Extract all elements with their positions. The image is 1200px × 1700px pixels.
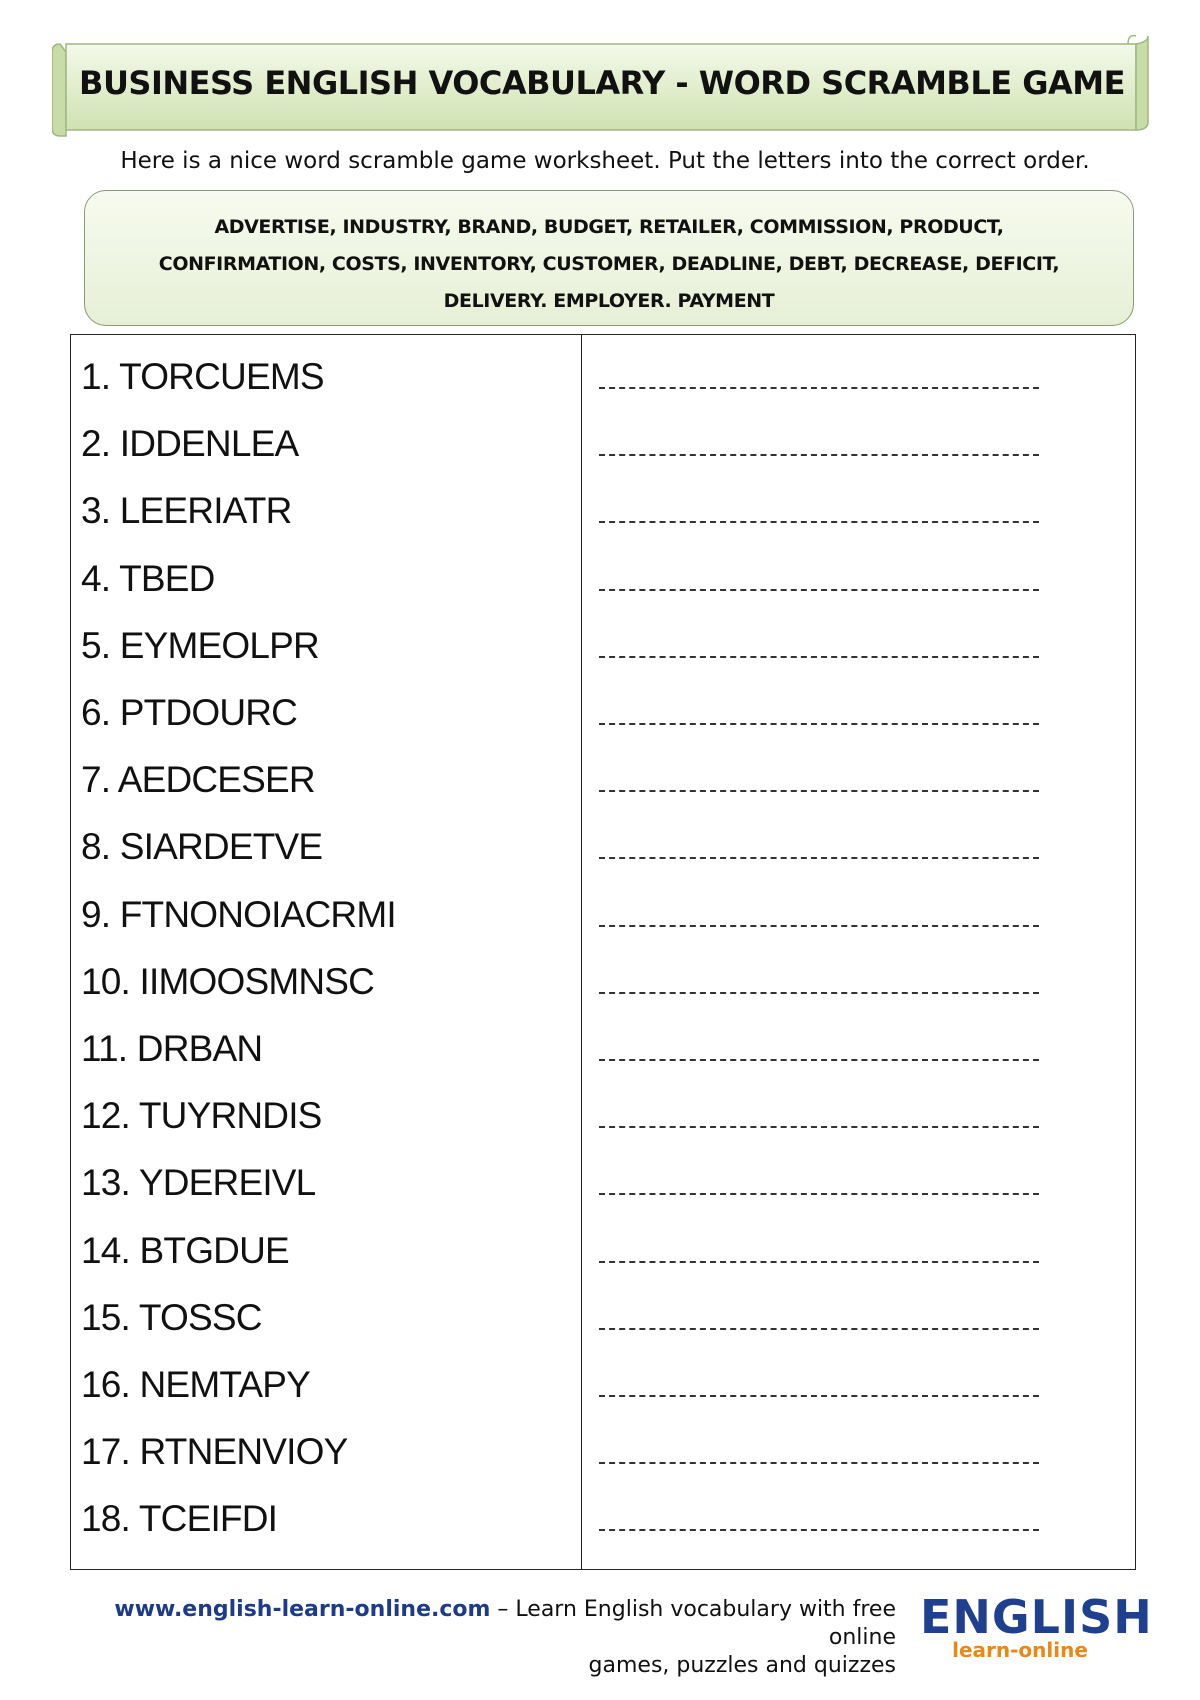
logo-sub-text: learn-online	[952, 1638, 1088, 1662]
logo-main-text: ENGLISH	[920, 1590, 1153, 1644]
puzzle-row	[71, 1485, 1135, 1552]
scrambled-word: 16. NEMTAPY	[81, 1364, 311, 1405]
scrambled-word: 11. DRBAN	[81, 1028, 263, 1069]
scrambled-word: 15. TOSSC	[81, 1296, 262, 1338]
footer-url-link[interactable]: www.english-learn-online.com	[114, 1597, 491, 1622]
word-bank-box	[84, 190, 1134, 326]
scrambled-word: 2. IDDENLEA	[81, 423, 299, 465]
answer-blank[interactable]	[599, 1059, 1039, 1061]
footer-text	[50, 1596, 896, 1680]
puzzle-row	[71, 1217, 1135, 1284]
answer-blank[interactable]	[599, 1193, 1039, 1195]
english-learn-online-logo	[920, 1590, 1153, 1662]
puzzle-row	[71, 746, 1135, 813]
answer-blank[interactable]	[599, 1462, 1039, 1464]
puzzle-row	[71, 1284, 1135, 1351]
scrambled-word: 17. RTNENVIOY	[81, 1431, 348, 1473]
answer-blank[interactable]	[599, 454, 1039, 456]
scrambled-word: 1. TORCUEMS	[81, 356, 324, 397]
scrambled-word: 3. LEERIATR	[81, 490, 292, 532]
answer-blank[interactable]	[599, 1328, 1039, 1330]
answer-blank[interactable]	[599, 387, 1039, 389]
scrambled-word: 6. PTDOURC	[81, 692, 298, 733]
answer-blank[interactable]	[599, 1261, 1039, 1263]
puzzle-row	[71, 343, 1135, 410]
scrambled-word: 8. SIARDETVE	[81, 826, 323, 868]
puzzle-row	[71, 1418, 1135, 1485]
answer-blank[interactable]	[599, 925, 1039, 927]
scrambled-word: 13. YDEREIVL	[81, 1162, 316, 1204]
footer-tagline-line2: games, puzzles and quizzes	[588, 1653, 896, 1678]
footer-tagline: – Learn English vocabulary with free online	[490, 1597, 896, 1650]
puzzle-row	[71, 612, 1135, 679]
answer-blank[interactable]	[599, 589, 1039, 591]
answer-blank[interactable]	[599, 1529, 1039, 1531]
scrambled-word: 14. BTGDUE	[81, 1229, 289, 1271]
scrambled-word: 12. TUYRNDIS	[81, 1095, 322, 1137]
puzzle-row	[71, 948, 1135, 1015]
scrambled-word: 18. TCEIFDI	[81, 1498, 278, 1540]
answer-blank[interactable]	[599, 790, 1039, 792]
puzzle-row	[71, 1015, 1135, 1082]
answer-blank[interactable]	[599, 1395, 1039, 1397]
word-bank-line: ADVERTISE, INDUSTRY, BRAND, BUDGET, RETAILER, COMMISSION, PRODUCT,	[214, 216, 1004, 238]
puzzle-row	[71, 410, 1135, 477]
puzzle-row	[71, 477, 1135, 544]
instructions-text: Here is a nice word scramble game worksheet. Put the letters into the correct order.	[120, 148, 1090, 174]
scrambled-word: 7. AEDCESER	[81, 759, 315, 801]
page-title: BUSINESS ENGLISH VOCABULARY - WORD SCRAMBLE GAME	[79, 64, 1125, 102]
answer-blank[interactable]	[599, 723, 1039, 725]
puzzle-table	[70, 334, 1136, 1570]
answer-blank[interactable]	[599, 1126, 1039, 1128]
title-banner	[52, 34, 1152, 142]
answer-blank[interactable]	[599, 992, 1039, 994]
puzzle-row	[71, 813, 1135, 880]
puzzle-row	[71, 679, 1135, 746]
word-bank-line: CONFIRMATION, COSTS, INVENTORY, CUSTOMER, DEADLINE, DEBT, DECREASE, DEFICIT,	[158, 253, 1060, 275]
puzzle-row	[71, 1149, 1135, 1216]
answer-blank[interactable]	[599, 857, 1039, 859]
answer-blank[interactable]	[599, 521, 1039, 523]
scrambled-word: 10. IIMOOSMNSC	[81, 960, 375, 1002]
answer-blank[interactable]	[599, 656, 1039, 658]
puzzle-row	[71, 881, 1135, 948]
word-bank-line: DELIVERY. EMPLOYER. PAYMENT	[443, 290, 775, 312]
puzzle-row	[71, 545, 1135, 612]
scrambled-word: 5. EYMEOLPR	[81, 624, 319, 666]
puzzle-row	[71, 1351, 1135, 1418]
puzzle-row	[71, 1082, 1135, 1149]
scrambled-word: 9. FTNONOIACRMI	[81, 893, 396, 935]
scrambled-word: 4. TBED	[81, 557, 215, 599]
